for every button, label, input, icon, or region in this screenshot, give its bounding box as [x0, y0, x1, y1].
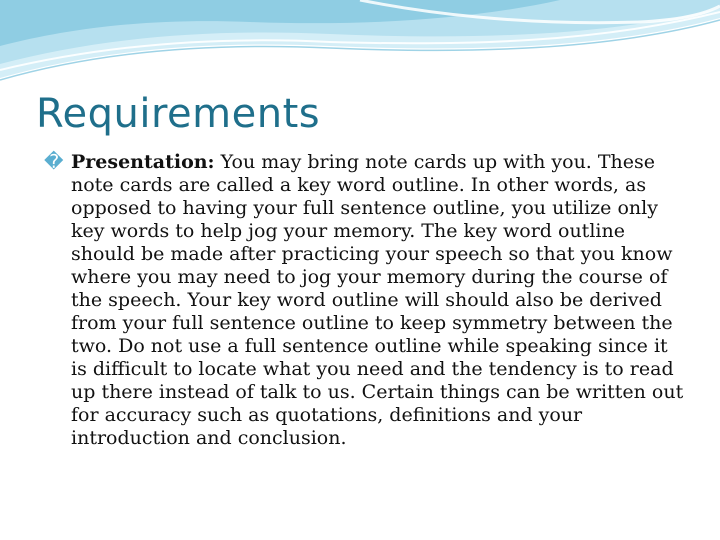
- bullet-item: [44, 151, 684, 450]
- box-bullet-icon: �: [44, 151, 64, 173]
- bullet-term: Presentation:: [71, 151, 215, 173]
- bullet-text: You may bring note cards up with you. These note cards are called a key word outline. In other words, as opposed to having your full sentence outline, you utilize only key words to help jog your memory. The key word outline should be made after practicing your speech so that you know where you may need to jog your memory during the course of the speech. Your key word outline will should also be derived from your full sentence outline to keep symmetry between the two. Do not use a full sentence outline while speaking since it is difficult to locate what you need and the tendency is to read up there instead of talk to us. Certain things can be written out for accuracy such as quotations, definitions and your introduction and conclusion.: [71, 151, 684, 449]
- slide-title: Requirements: [36, 91, 321, 137]
- decorative-wave-banner: [0, 0, 720, 90]
- slide-body: [44, 151, 684, 450]
